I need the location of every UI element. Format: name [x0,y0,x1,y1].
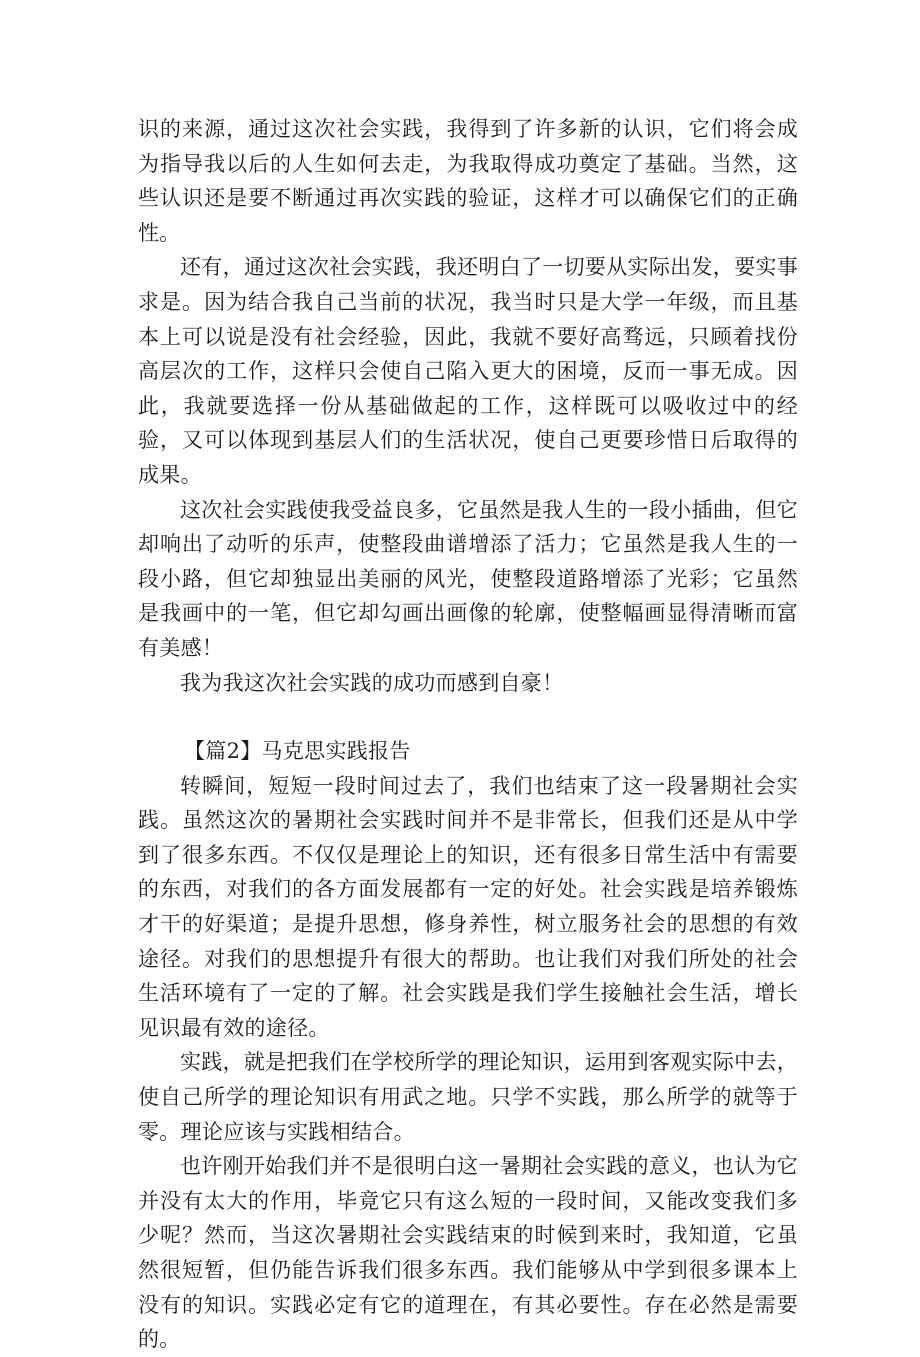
section-heading: 【篇2】马克思实践报告 [184,739,411,764]
paragraph: 实践，就是把我们在学校所学的理论知识，运用到客观实际中去，使自己所学的理论知识有用武之地。只学不实践，那么所学的就等于零。理论应该与实践相结合。 [138,1050,798,1144]
paragraph: 我为我这次社会实践的成功而感到自豪！ [180,670,564,695]
paragraph-continuation: 识的来源，通过这次社会实践，我得到了许多新的认识，它们将会成为指导我以后的人生如何去走，为我取得成功奠定了基础。当然，这些认识还是要不断通过再次实践的验证，这样才可以确保它们的正确性。 [138,117,798,245]
paragraph: 转瞬间，短短一段时间过去了，我们也结束了这一段暑期社会实践。虽然这次的暑期社会实践时间并不是非常长，但我们还是从中学到了很多东西。不仅仅是理论上的知识，还有很多日常生活中有需要的东西，对我们的各方面发展都有一定的好处。社会实践是培养锻炼才干的好渠道；是提升思想，修身养性，树立服务社会的思想的有效途径。对我们的思想提升有很大的帮助。也让我们对我们所处的社会生活环境有了一定的了解。社会实践是我们学生接触社会生活，增长见识最有效的途径。 [138,773,798,1040]
paragraph: 也许刚开始我们并不是很明白这一暑期社会实践的意义，也认为它并没有太大的作用，毕竟它只有这么短的一段时间，又能改变我们多少呢？然而，当这次暑期社会实践结束的时候到来时，我知道，它虽然很短暂，但仍能告诉我们很多东西。我们能够从中学到很多课本上没有的知识。实践必定有它的道理在，有其必要性。存在必然是需要的。 [138,1154,798,1352]
paragraph: 这次社会实践使我受益良多，它虽然是我人生的一段小插曲，但它却响出了动听的乐声，使整段曲谱增添了活力；它虽然是我人生的一段小路，但它却独显出美丽的风光，使整段道路增添了光彩；它虽然是我画中的一笔，但它却勾画出画像的轮廓，使整幅画显得清晰而富有美感！ [138,497,798,660]
paragraph: 还有，通过这次社会实践，我还明白了一切要从实际出发，要实事求是。因为结合我自己当前的状况，我当时只是大学一年级，而且基本上可以说是没有社会经验，因此，我就不要好高骛远，只顾着找份高层次的工作，这样只会使自己陷入更大的困境，反而一事无成。因此，我就要选择一份从基础做起的工作，这样既可以吸收过中的经验，又可以体现到基层人们的生活状况，使自己更要珍惜日后取得的成果。 [138,255,798,487]
document-body [138,112,798,1357]
